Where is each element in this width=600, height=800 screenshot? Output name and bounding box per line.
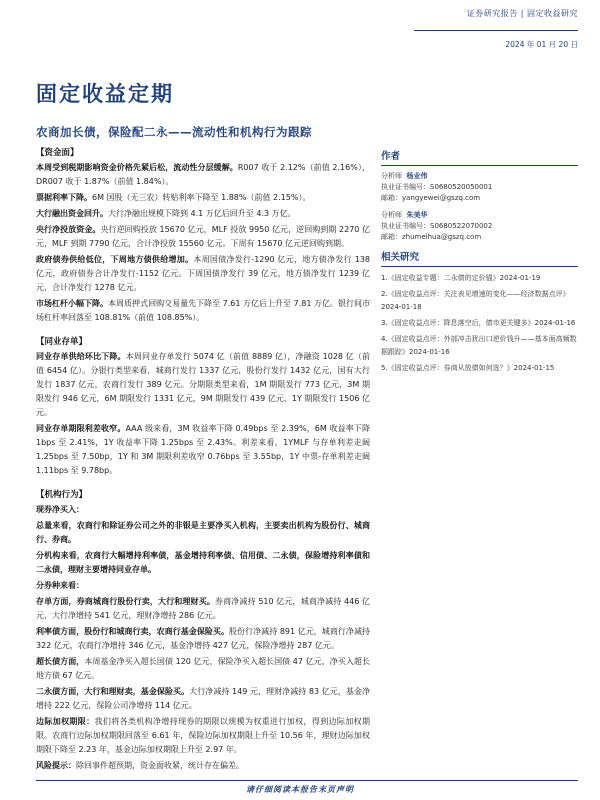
- paragraph: [36, 253, 370, 295]
- section-title: 【机构行为】: [36, 490, 88, 500]
- paragraph-text: 本周国债净发行-1290 亿元，地方债净发行 138 亿元，政府债券合计净发行-1152 亿元。下周国债净发行 39 亿元，地方债净发行 1239 亿元，合计净发行 1278 亿元。: [36, 255, 370, 292]
- related-research-item[interactable]: 5.《固定收益点评：券商从放债如何选？》2024-01-15: [381, 364, 555, 372]
- analyst-name: 朱美华: [406, 211, 428, 219]
- related-research-item[interactable]: 2.《固定收益点评：关注表见增速的变化——经济数据点评》2024-01-18: [381, 290, 570, 311]
- paragraph-text: R007 收于 2.12%（前值 2.16%），DR007 收于 1.87%（前值 1.84%）。: [36, 163, 370, 186]
- paragraph-text: 券商净减持 510 亿元，城商净减持 446 亿元，大行净增持 541 亿元，理财净增持 286 亿元。: [36, 597, 370, 620]
- related-research-item[interactable]: 4.《固定收益点评：外部冲击犹出口逆价钱升——基本面高频数据跟踪》2024-01-16: [381, 335, 577, 356]
- paragraph: [36, 161, 370, 189]
- paragraph: [36, 715, 370, 757]
- section-institutions: [36, 488, 370, 773]
- paragraph-lead: 利率债方面，股份行和城商行卖，农商行基金保险买。: [36, 627, 229, 636]
- risk-warning: [36, 759, 370, 773]
- analyst-role-row: [381, 171, 578, 182]
- license-label: 执业证书编号：: [381, 222, 430, 230]
- license-number: S0680520050001: [430, 183, 493, 191]
- analyst-card: [381, 210, 578, 243]
- header-divider: [414, 30, 578, 31]
- email-label: 邮箱：: [381, 233, 402, 241]
- analyst-email[interactable]: zhumeihua@gszq.com: [402, 233, 482, 241]
- paragraph: [36, 207, 370, 221]
- analyst-email-row: [381, 193, 578, 204]
- paragraph: [36, 595, 370, 623]
- paragraph-text: 本周同业存单发行 5074 亿（前值 8889 亿），净融资 1028 亿（前值 6454 亿）。分银行类型来看，城商行发行 1337 亿元，股份行发行 1432 亿元，国有大行发行 1837 亿元，农商行发行 389 亿元。分期限类型来看，1M 期限发行 773 亿元，3M 期限发行 946 亿元，6M 期限发行 1331 亿元，9M 期限发行 439 亿元，1Y 期限发行 1506 亿元。: [36, 352, 370, 417]
- report-subtitle: 农商加长债，保险配二永——流动性和机构行为跟踪: [36, 125, 312, 139]
- license-label: 执业证书编号：: [381, 183, 430, 191]
- paragraph-text: 大行净减持 149 元，理财净减持 83 亿元，基金净增持 222 亿元，保险公司净增持 114 亿元。: [36, 687, 371, 710]
- paragraph-lead: 大行融出资金回升。: [36, 209, 108, 218]
- paragraph: [36, 655, 370, 683]
- license-number: S0680522070002: [430, 222, 493, 230]
- paragraph-lead: 风险提示：: [36, 761, 76, 770]
- paragraph: [36, 297, 370, 325]
- paragraph: [36, 549, 370, 577]
- report-date: 2024 年 01 月 20 日: [505, 40, 578, 49]
- paragraph-lead: 总量来看，农商行和除证券公司之外的非银是主要净买入机构，主要卖出机构为股份行、城商行、券商。: [36, 521, 370, 544]
- paragraph-lead: 本周受到税期影响资金价格先紧后松，流动性分层缓解。: [36, 163, 238, 172]
- paragraph: [36, 579, 370, 593]
- paragraph-lead: 同业存单供给环比下降。: [36, 352, 126, 361]
- report-title: 固定收益定期: [36, 81, 174, 106]
- paragraph-text: AAA 级来看，3M 收益率下降 0.49bps 至 2.39%，6M 收益率下降 1bps 至 2.41%，1Y 收益率下降 1.25bps 至 2.43%。利差来看，1YMLF 与存单利差走阔 1.25bps 至 7.50bp，1Y 和 3M 期限利差收窄 0.76bps 至 3.55bp，1Y 中票-存单利差走阔 1.11bps 至 9.78bp。: [36, 424, 371, 475]
- paragraph-lead: 二永债方面，大行和理财卖，基金保险买。: [36, 687, 190, 696]
- paragraph-lead: 央行净投放资金。: [36, 225, 101, 234]
- paragraph-lead: 超长债方面，: [36, 657, 85, 666]
- analyst-role: 分析师: [381, 172, 402, 180]
- analyst-name: 杨业伟: [406, 172, 428, 180]
- related-research-list: [381, 272, 578, 375]
- paragraph: [36, 422, 370, 478]
- analyst-role-row: [381, 210, 578, 221]
- section-title: 【同业存单】: [36, 337, 88, 347]
- paragraph: [36, 625, 370, 653]
- related-research-item[interactable]: 3.《固定收益点评：降息落空后，债市更关键多》2024-01-16: [381, 319, 576, 327]
- related-research-item[interactable]: 1.《固定收益专题：二永债的定价锚》2024-01-19: [381, 274, 541, 282]
- paragraph-text: 我们将各类机构净增持现券的期限以规模为权重进行加权，得到边际加权期限。农商行边际加权期限回落至 6.61 年，保险边际加权期限上升至 10.56 年，理财边际加权期限下降至 2.23 年，基金边际加权期限上升至 2.97 年。: [36, 717, 370, 754]
- paragraph-lead: 边际加权期限：: [36, 717, 95, 726]
- section-title: 【资金面】: [36, 148, 79, 158]
- paragraph-lead: 同业存单期限利差收窄。: [36, 424, 126, 433]
- analyst-role: 分析师: [381, 211, 402, 219]
- related-research-title: 相关研究: [381, 249, 578, 267]
- paragraph: [36, 223, 370, 251]
- main-content: [36, 146, 370, 783]
- footer-divider: [36, 780, 578, 781]
- analyst-license-row: [381, 221, 578, 232]
- analyst-card: [381, 171, 578, 204]
- paragraph: [36, 685, 370, 713]
- email-label: 邮箱：: [381, 194, 402, 202]
- analyst-email[interactable]: yangyewei@gszq.com: [402, 194, 481, 202]
- analyst-email-row: [381, 232, 578, 243]
- paragraph-text: 央行逆回购投放 15670 亿元，MLF 投放 9950 亿元，逆回购到期 2270 亿元，MLF 到期 7790 亿元，合计净投放 15560 亿元。下周有 15670 亿元逆回购到期。: [36, 225, 371, 248]
- paragraph-lead: 票据利率下降。: [36, 193, 92, 202]
- paragraph-text: 大行净融出规模下降到 4.1 万亿后回升至 4.3 万亿。: [108, 209, 296, 218]
- paragraph-lead: 市场杠杆小幅下降。: [36, 299, 109, 308]
- section-funding: [36, 146, 370, 325]
- analyst-license-row: [381, 182, 578, 193]
- paragraph-text: 6M 国股（无三农）转贴利率下降至 1.88%（前值 2.15%）。: [92, 193, 311, 202]
- paragraph: [36, 350, 370, 420]
- footer-disclaimer: 请仔细阅读本报告末页声明: [246, 785, 354, 794]
- paragraph-text: 本周基金净买入超长国债 120 亿元，保险净买入超长国债 47 亿元，净买入超长地方债 67 亿元。: [36, 657, 370, 680]
- paragraph-text: 股份行净减持 891 亿元，城商行净减持 322 亿元，农商行净增持 346 亿元，基金净增持 427 亿元，保险净增持 287 亿元。: [36, 627, 370, 650]
- paragraph: [36, 519, 370, 547]
- paragraph-lead: 分券种来看：: [36, 581, 84, 590]
- paragraph-lead: 现券净买入：: [36, 505, 84, 514]
- paragraph: [36, 191, 370, 205]
- paragraph-lead: 分机构来看，农商行大幅增持利率债，基金增持利率债、信用债、二永债，保险增持利率债和二永债，理财主要增持同业存单。: [36, 551, 370, 574]
- paragraph-text: 本周质押式回购交易量先下降至 7.61 万亿后上升至 7.81 万亿。银行间市场杠杆率回落至 108.81%（前值 108.85%）。: [36, 299, 370, 322]
- paragraph-lead: 政府债券供给低位，下周地方债供给增加。: [36, 255, 194, 264]
- authors-title: 作者: [381, 148, 578, 166]
- sidebar: [381, 148, 578, 378]
- report-category: 证券研究报告 | 固定收益研究: [466, 9, 578, 18]
- paragraph-text: 除回事件超预期，资金面收紧，统计存在偏差。: [76, 761, 244, 770]
- paragraph-lead: 存单方面，券商城商行股份行卖，大行和理财买。: [36, 597, 215, 606]
- report-header: [467, 8, 578, 19]
- paragraph: [36, 503, 370, 517]
- section-ncd: [36, 335, 370, 478]
